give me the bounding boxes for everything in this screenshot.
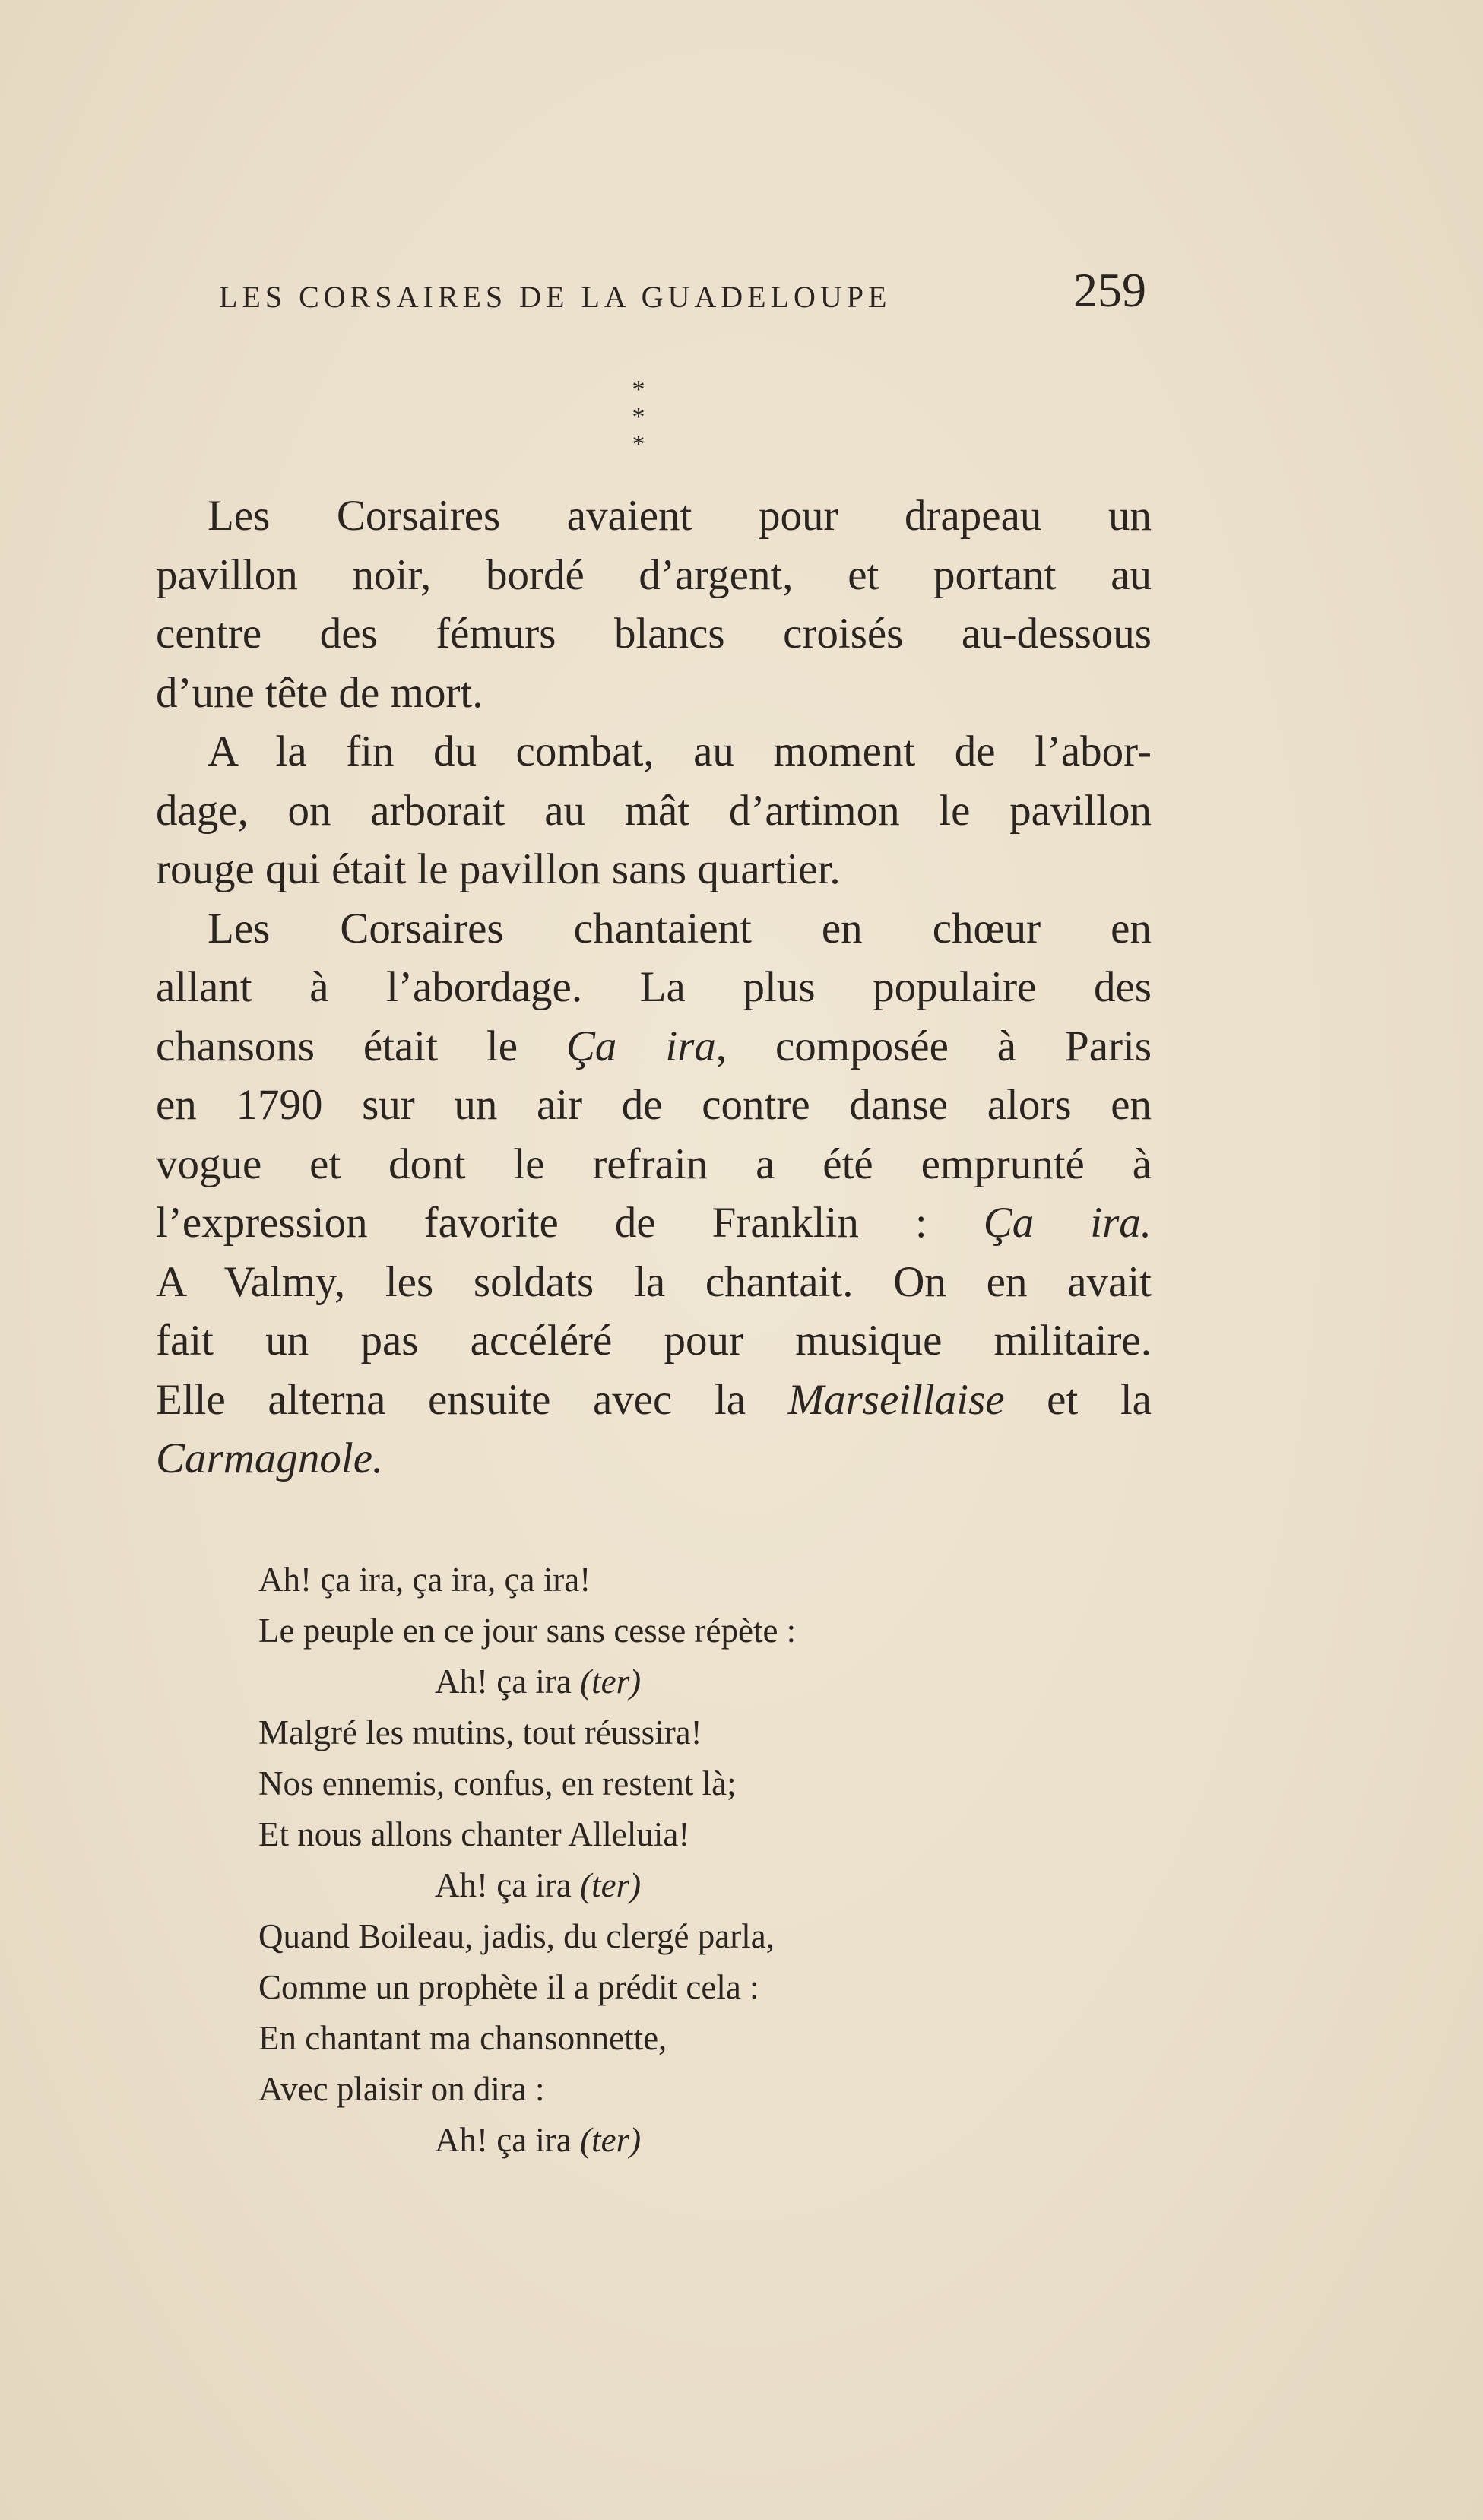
refrain-text: Ah! ça ira [435, 1866, 581, 1904]
song-verse: Malgré les mutins, tout réussira! [258, 1713, 702, 1751]
song-lyrics [258, 1555, 1019, 2166]
refrain-text: Ah! ça ira [435, 2121, 581, 2159]
song-title-marseillaise: Marseillaise [787, 1375, 1005, 1424]
prose-line: pavillon noir, bordé d’argent, et portant au [156, 550, 1152, 599]
prose-line: vogue et dont le refrain a été emprunté à [156, 1140, 1152, 1188]
song-verse: Le peuple en ce jour sans cesse répète : [258, 1612, 797, 1650]
song-verse: Comme un prophète il a prédit cela : [258, 1968, 759, 2006]
asterism-bottom: * * [632, 403, 662, 458]
prose-line: A la fin du combat, au moment de l’abor- [208, 727, 1152, 775]
prose-text: chansons était le [156, 1022, 566, 1070]
prose-line: fait un pas accéléré pour musique militaire. [156, 1317, 1152, 1365]
prose-line: rouge qui était le pavillon sans quartier. [156, 845, 841, 893]
prose-body [156, 487, 1152, 1488]
refrain-ter: (ter) [580, 1663, 642, 1701]
song-verse: Ah! ça ira, ça ira, ça ira! [258, 1561, 591, 1599]
running-head [219, 262, 1146, 323]
song-refrain [258, 1860, 1019, 1911]
prose-text: et la [1004, 1375, 1152, 1424]
prose-line: allant à l’abordage. La plus populaire des [156, 963, 1152, 1011]
song-verse: Et nous allons chanter Alleluia! [258, 1815, 690, 1853]
song-title-carmagnole: Carmagnole. [156, 1434, 384, 1482]
song-refrain [258, 2115, 1019, 2166]
prose-text: l’expression favorite de Franklin : [156, 1199, 984, 1247]
refrain-ter: (ter) [580, 1866, 642, 1904]
prose-line: centre des fémurs blancs croisés au-dessous [156, 610, 1152, 658]
prose-line: en 1790 sur un air de contre danse alors en [156, 1081, 1152, 1129]
prose-line: A Valmy, les soldats la chantait. On en avait [156, 1257, 1152, 1306]
prose-line-ca-ira [156, 1017, 1152, 1076]
prose-line: d’une tête de mort. [156, 668, 483, 717]
asterism-section-break [600, 376, 677, 458]
song-verse: Quand Boileau, jadis, du clergé parla, [258, 1917, 775, 1955]
prose-line-marseillaise [156, 1371, 1152, 1430]
song-refrain [258, 1656, 1019, 1707]
prose-text: Elle alterna ensuite avec la [156, 1375, 788, 1424]
song-verse: Avec plaisir on dira : [258, 2070, 545, 2108]
song-verse: En chantant ma chansonnette, [258, 2019, 667, 2057]
prose-line: Les Corsaires chantaient en chœur en [208, 904, 1152, 953]
refrain-text: Ah! ça ira [435, 1663, 581, 1701]
quote-ca-ira: Ça ira. [983, 1199, 1152, 1247]
running-title: LES CORSAIRES DE LA GUADELOUPE [219, 280, 892, 314]
prose-line-franklin [156, 1193, 1152, 1253]
prose-line-carmagnole [156, 1429, 1152, 1488]
page-number: 259 [1073, 263, 1146, 317]
prose-text: , composée à Paris [715, 1022, 1152, 1070]
song-title-ca-ira: Ça ira [566, 1022, 716, 1070]
prose-line: dage, on arborait au mât d’artimon le pavillon [156, 786, 1152, 835]
asterism-top: * [632, 376, 645, 404]
prose-line: Les Corsaires avaient pour drapeau un [208, 492, 1152, 540]
refrain-ter: (ter) [580, 2121, 642, 2159]
song-verse: Nos ennemis, confus, en restent là; [258, 1764, 737, 1802]
